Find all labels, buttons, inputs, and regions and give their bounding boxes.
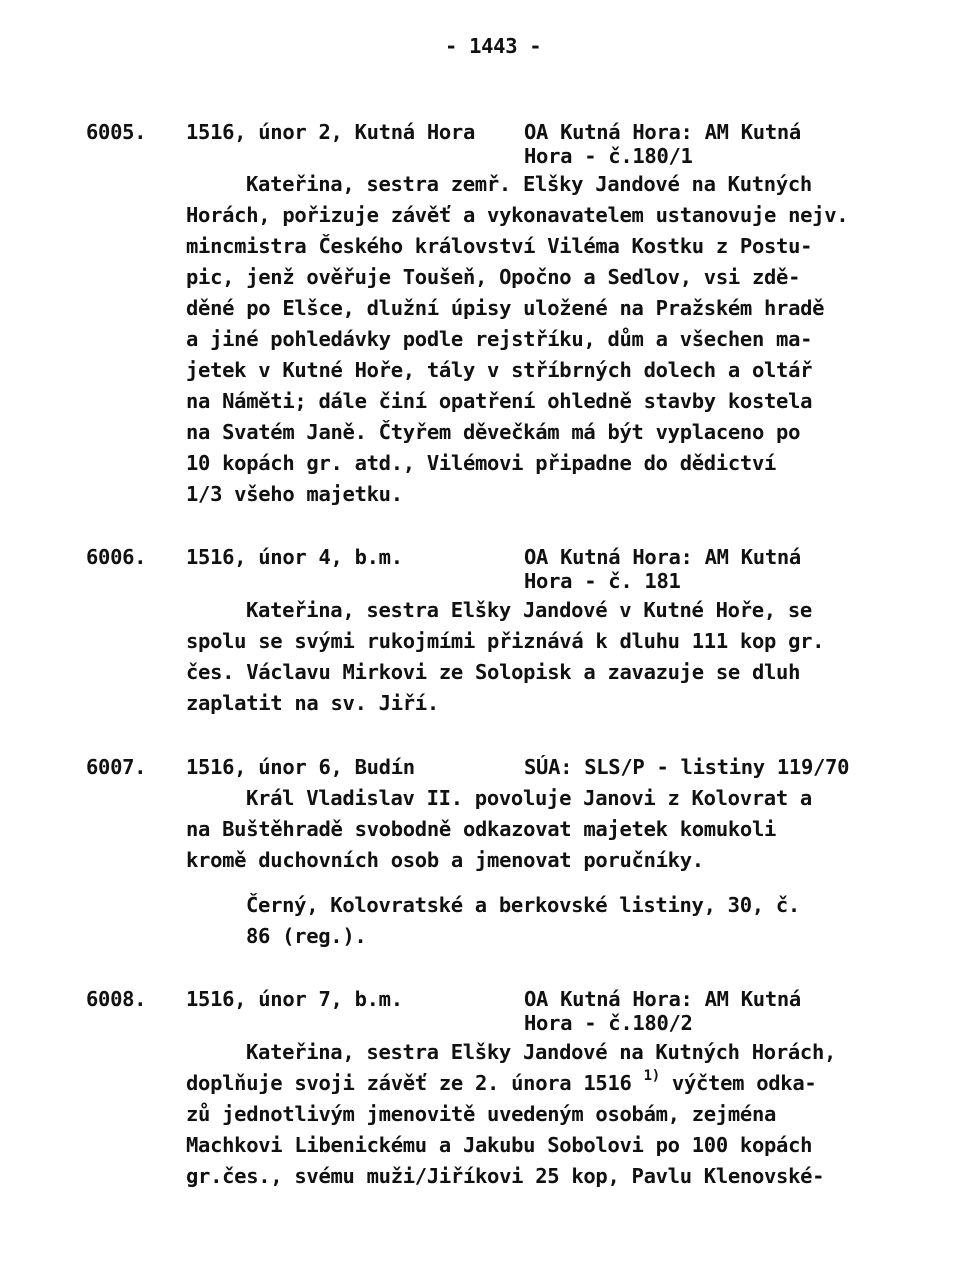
entry-number: 6007. bbox=[86, 755, 147, 779]
entry-number: 6005. bbox=[86, 120, 147, 144]
archive-reference: OA Kutná Hora: AM Kutná bbox=[524, 120, 801, 144]
text-line: gr.čes., svému muži/Jiříkovi 25 kop, Pavlu Klenovské- bbox=[186, 1164, 825, 1188]
entry-date: 1516, únor 2, Kutná Hora bbox=[186, 120, 476, 144]
text-line: mincmistra Českého království Viléma Kostku z Postu- bbox=[186, 234, 813, 258]
text-line: na Svatém Janě. Čtyřem děvečkám má být vyplaceno po bbox=[186, 420, 801, 444]
text-line: Kateřina, sestra zemř. Elšky Jandové na Kutných bbox=[246, 172, 812, 196]
text-segment: doplňuje svoji závěť ze 2. února 1516 bbox=[186, 1071, 644, 1095]
text-line: 10 kopách gr. atd., Vilémovi připadne do dědictví bbox=[186, 451, 777, 475]
text-line: pic, jenž ověřuje Toušeň, Opočno a Sedlov, vsi zdě- bbox=[186, 265, 801, 289]
text-line: spolu se svými rukojmími přiznává k dluhu 111 kop gr. bbox=[186, 629, 825, 653]
bibliography-note: 86 (reg.). bbox=[246, 924, 367, 948]
text-line: kromě duchovních osob a jmenovat poručníky. bbox=[186, 848, 704, 872]
text-line: a jiné pohledávky podle rejstříku, dům a všechen ma- bbox=[186, 327, 813, 351]
text-line: děné po Elšce, dlužní úpisy uložené na Pražském hradě bbox=[186, 296, 825, 320]
text-line: Kateřina, sestra Elšky Jandové na Kutných Horách, bbox=[246, 1040, 837, 1064]
text-segment: výčtem odka- bbox=[659, 1071, 817, 1095]
text-line: Horách, pořizuje závěť a vykonavatelem ustanovuje nejv. bbox=[186, 203, 849, 227]
entry-date: 1516, únor 4, b.m. bbox=[186, 545, 403, 569]
archive-reference: Hora - č. 181 bbox=[524, 569, 681, 593]
text-line: Král Vladislav II. povoluje Janovi z Kolovrat a bbox=[246, 786, 812, 810]
text-line: jetek v Kutné Hoře, tály v stříbrných dolech a oltář bbox=[186, 358, 813, 382]
footnote-marker: 1) bbox=[643, 1068, 660, 1084]
entry-date: 1516, únor 7, b.m. bbox=[186, 987, 403, 1011]
text-line bbox=[186, 1068, 817, 1095]
text-line: zů jednotlivým jmenovitě uvedeným osobám, zejména bbox=[186, 1102, 777, 1126]
bibliography-note: Černý, Kolovratské a berkovské listiny, 30, č. bbox=[246, 893, 800, 917]
text-line: 1/3 všeho majetku. bbox=[186, 482, 403, 506]
text-line: Machkovi Libenickému a Jakubu Sobolovi po 100 kopách bbox=[186, 1133, 813, 1157]
archive-reference: Hora - č.180/1 bbox=[524, 144, 693, 168]
archive-reference: Hora - č.180/2 bbox=[524, 1011, 693, 1035]
archive-reference: SÚA: SLS/P - listiny 119/70 bbox=[524, 755, 850, 779]
text-line: na Buštěhradě svobodně odkazovat majetek komukoli bbox=[186, 817, 777, 841]
text-line: zaplatit na sv. Jiří. bbox=[186, 691, 439, 715]
entry-date: 1516, únor 6, Budín bbox=[186, 755, 415, 779]
text-line: na Náměti; dále činí opatření ohledně stavby kostela bbox=[186, 389, 813, 413]
text-line: čes. Václavu Mirkovi ze Solopisk a zavazuje se dluh bbox=[186, 660, 801, 684]
archive-reference: OA Kutná Hora: AM Kutná bbox=[524, 545, 801, 569]
text-line: Kateřina, sestra Elšky Jandové v Kutné Hoře, se bbox=[246, 598, 812, 622]
archive-reference: OA Kutná Hora: AM Kutná bbox=[524, 987, 801, 1011]
page-number: - 1443 - bbox=[445, 34, 542, 58]
entry-number: 6008. bbox=[86, 987, 147, 1011]
entry-number: 6006. bbox=[86, 545, 147, 569]
